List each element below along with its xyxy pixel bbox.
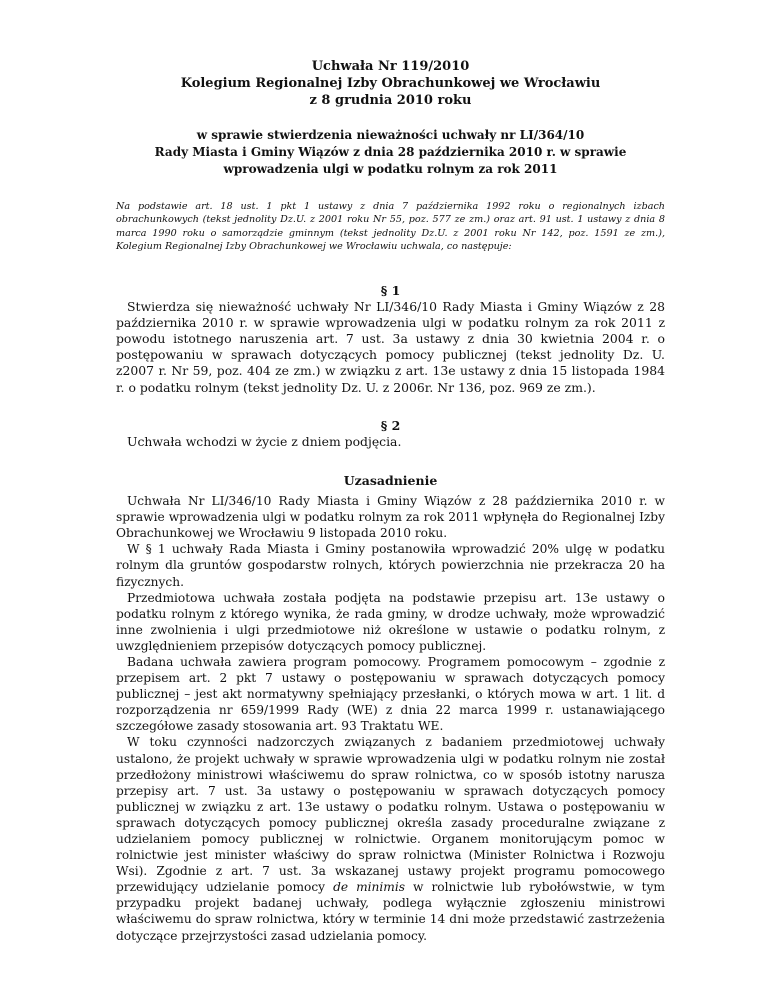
document-subject [116, 127, 665, 178]
title-line-issuer: Kolegium Regionalnej Izby Obrachunkowej we Wrocławiu [180, 76, 601, 91]
justification-paragraph-1: Uchwała Nr LI/346/10 Rady Miasta i Gminy Wiązów z 28 października 2010 r. w sprawie wprowadzenia ulgi w podatku rolnym za rok 2011 wpłynęła do Regionalnej Izby Obrachunkowej we Wrocławiu 9 listopada 2010 roku. [116, 494, 665, 541]
title-line-resolution-number: Uchwała Nr 119/2010 [311, 59, 470, 74]
subject-line-2: Rady Miasta i Gminy Wiązów z dnia 28 października 2010 r. w sprawie [154, 145, 627, 159]
section-1-text: Stwierdza się nieważność uchwały Nr LI/346/10 Rady Miasta i Gminy Wiązów z 28 października 2010 r. w sprawie wprowadzenia ulgi w podatku rolnym za rok 2011 z powodu istotnego naruszenia art. 7 ust. 3a ustawy z dnia 30 kwietnia 2004 r. o postępowaniu w sprawach dotyczących pomocy publicznej (tekst jednolity Dz. U. z2007 r. Nr 59, poz. 404 ze zm.) w związku z art. 13e ustawy z dnia 15 listopada 1984 r. o podatku rolnym (tekst jednolity Dz. U. z 2006r. Nr 136, poz. 969 ze zm.). [116, 298, 665, 395]
section-2-mark: § 2 [380, 417, 401, 433]
justification-paragraph-2: W § 1 uchwały Rada Miasta i Gminy postanowiła wprowadzić 20% ulgę w podatku rolnym dla gruntów gospodarstw rolnych, których powierzchnia nie przekracza 20 ha fizycznych. [116, 542, 665, 589]
document-page [116, 58, 665, 944]
justification-paragraph-5-part-1: W toku czynności nadzorczych związanych z badaniem przedmiotowej uchwały ustalono, że projekt uchwały w sprawie wprowadzenia ulgi w podatku rolnym nie został przedłożony ministrowi właściwemu do spraw rolnictwa, co w sposób istotny narusza przepisy art. 7 ust. 3a ustawy o postępowaniu w sprawach dotyczących pomocy publicznej w związku z art. 13e ustawy o podatku rolnym. Ustawa o postępowaniu w sprawach dotyczących pomocy publicznej określa zasady proceduralne związane z udzielaniem pomocy publicznej w rolnictwie. Organem monitorującym pomoc w rolnictwie jest minister właściwy do spraw rolnictwa (Minister Rolnictwa i Rozwoju Wsi). Zgodnie z art. 7 ust. 3a wskazanej ustawy projekt programu pomocowego przewidujący udzielanie pomocy [116, 735, 665, 895]
subject-line-3: wprowadzenia ulgi w podatku rolnym za rok 2011 [223, 162, 558, 176]
section-2-text: Uchwała wchodzi w życie z dniem podjęcia. [127, 433, 402, 449]
document-title [116, 58, 665, 109]
legal-basis-preamble: Na podstawie art. 18 ust. 1 pkt 1 ustawy z dnia 7 października 1992 roku o regionalnych izbach obrachunkowych (tekst jednolity Dz.U. z 2001 roku Nr 55, poz. 577 ze zm.) oraz art. 91 ust. 1 ustawy z dnia 8 marca 1990 roku o samorządzie gminnym (tekst jednolity Dz.U. z 2001 roku Nr 142, poz. 1591 ze zm.), Kolegium Regionalnej Izby Obrachunkowej we Wrocławiu uchwala, co następuje: [116, 201, 665, 253]
de-minimis-term: de minimis [333, 880, 405, 895]
title-line-date: z 8 grudnia 2010 roku [309, 93, 472, 108]
justification-heading: Uzasadnienie [343, 473, 438, 489]
section-1-mark: § 1 [380, 282, 401, 298]
justification-paragraph-5-part-2: w rolnictwie lub rybołówstwie, w tym przypadku projekt badanej uchwały, podlega wyłącznie zgłoszeniu ministrowi właściwemu do spraw rolnictwa, który w terminie 14 dni może przedstawić zastrzeżenia dotyczące przejrzystości zasad udzielania pomocy. [116, 880, 665, 943]
subject-line-1: w sprawie stwierdzenia nieważności uchwały nr LI/364/10 [196, 128, 585, 142]
justification-paragraph-4: Badana uchwała zawiera program pomocowy. Programem pomocowym – zgodnie z przepisem art. 2 pkt 7 ustawy o postępowaniu w sprawach dotyczących pomocy publicznej – jest akt normatywny spełniający przesłanki, o których mowa w art. 1 lit. d rozporządzenia nr 659/1999 Rady (WE) z dnia 22 marca 1999 r. ustanawiającego szczegółowe zasady stosowania art. 93 Traktatu WE. [116, 654, 665, 734]
justification-paragraph-5 [116, 734, 665, 943]
justification-paragraph-3: Przedmiotowa uchwała została podjęta na podstawie przepisu art. 13e ustawy o podatku rolnym z którego wynika, że rada gminy, w drodze uchwały, może wprowadzić inne zwolnienia i ulgi przedmiotowe niż określone w ustawie o podatku rolnym, z uwzględnieniem przepisów dotyczących pomocy publicznej. [116, 590, 665, 653]
